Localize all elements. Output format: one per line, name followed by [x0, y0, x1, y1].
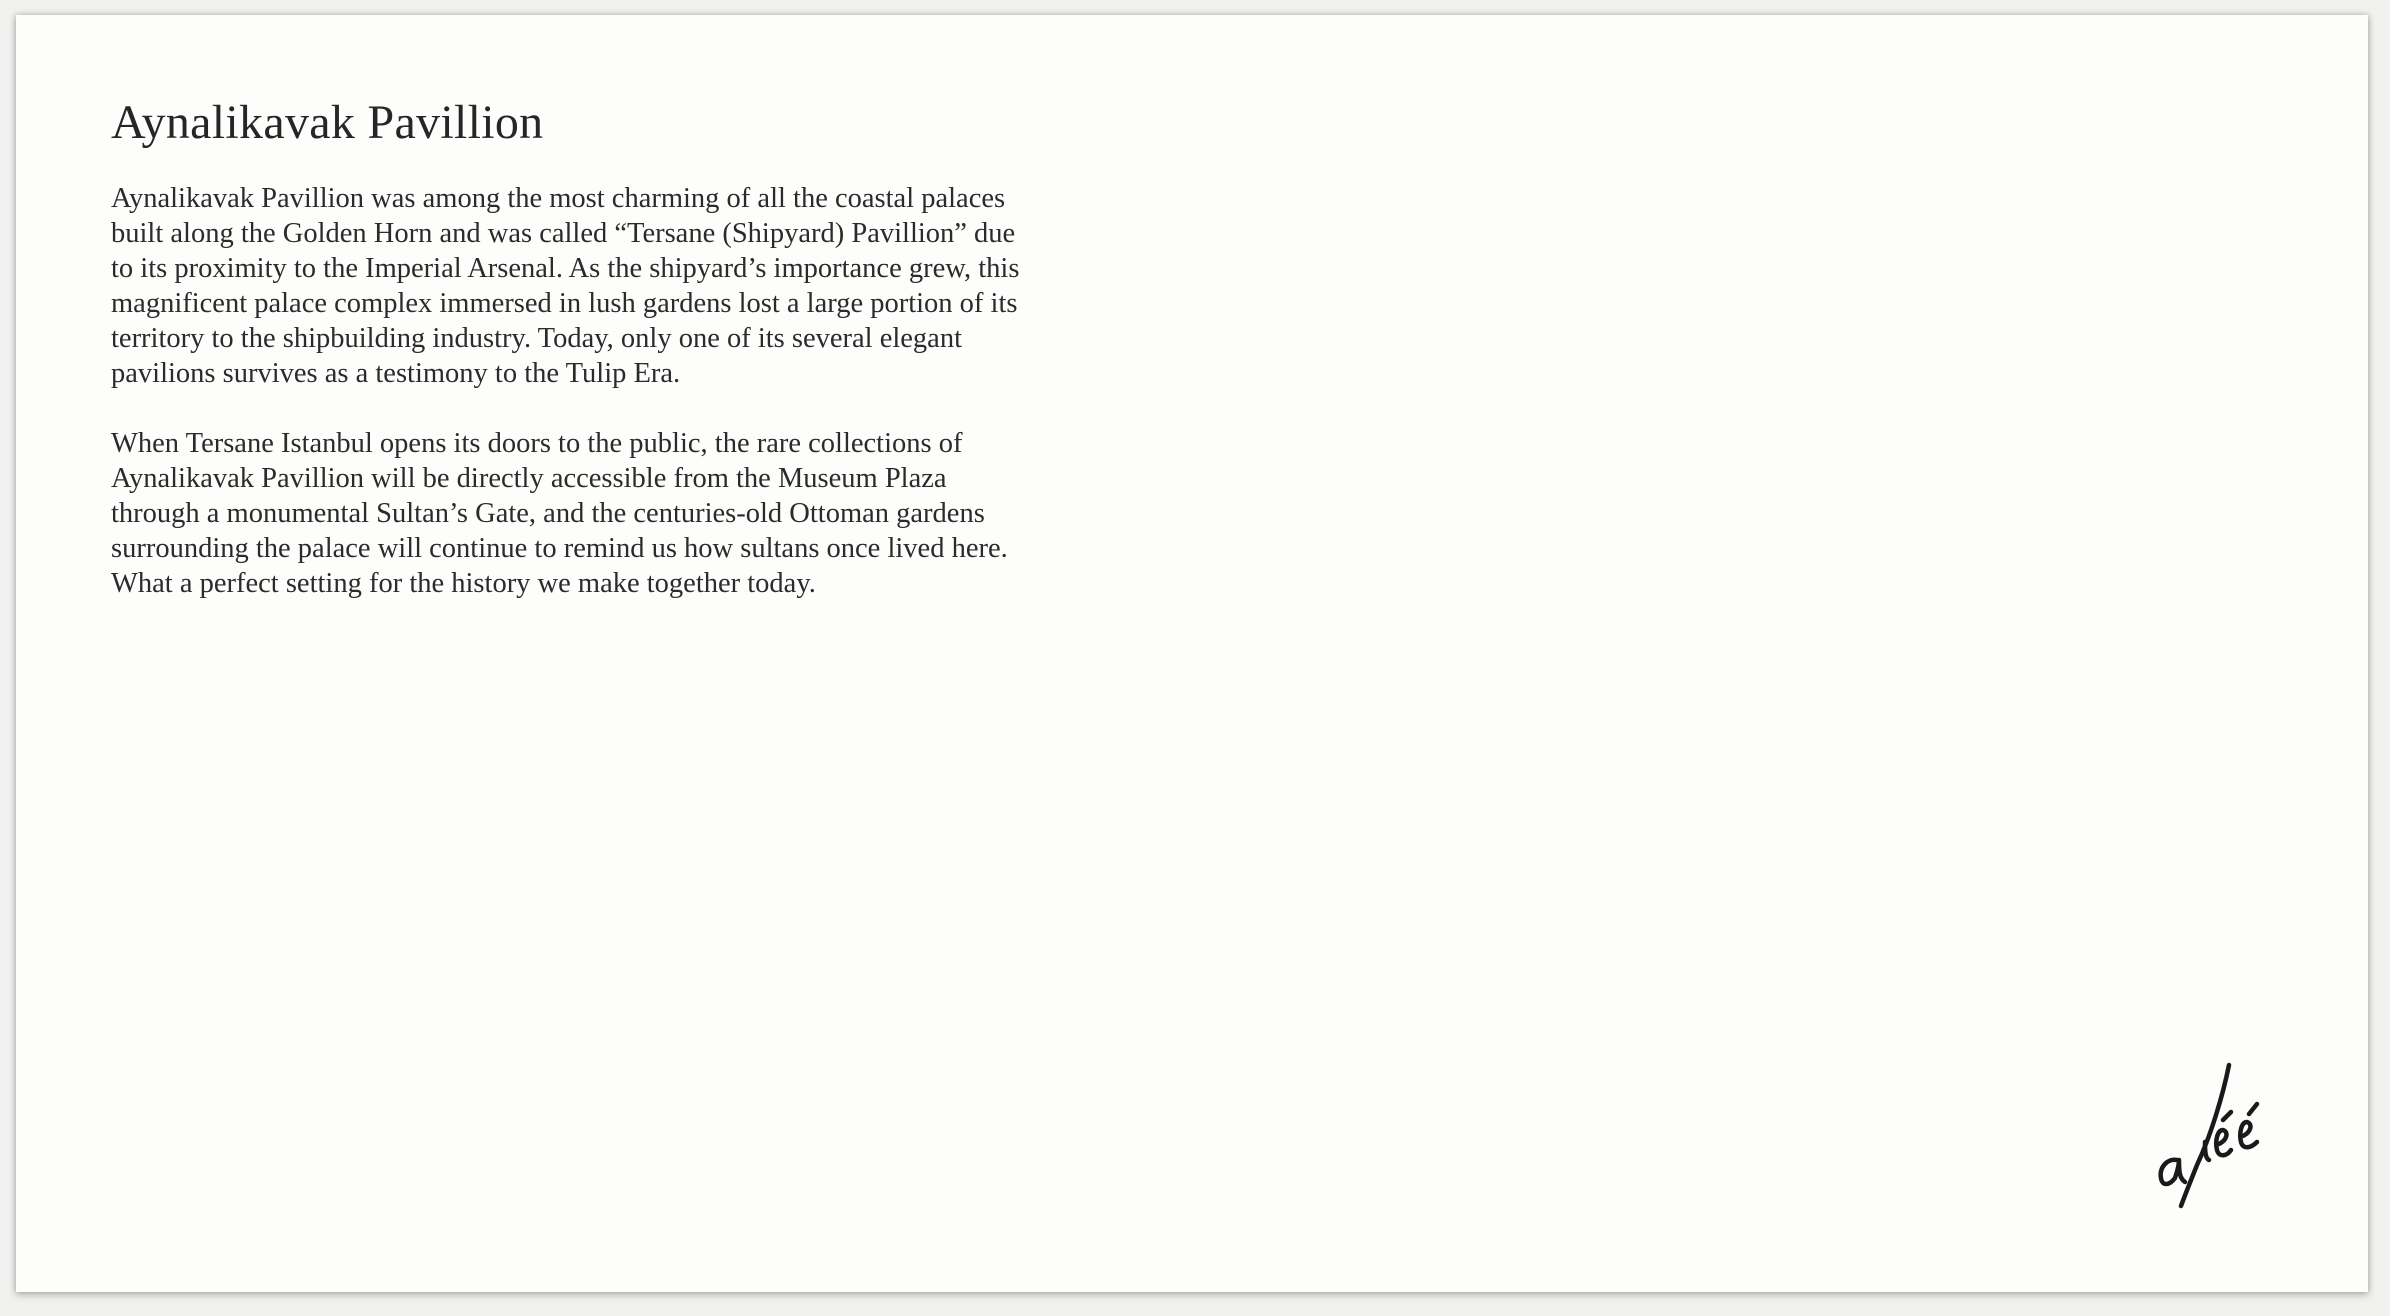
article [111, 95, 1041, 601]
paragraph-opening: When Tersane Istanbul opens its doors to the public, the rare collections of Aynalikavak Pavillion will be directly accessible from the Museum Plaza through a monumental Sultan’s Gate, and the centuries-old Ottoman gardens surrounding the palace will continue to remind us how sultans once lived here. What a perfect setting for the history we make together today. [111, 428, 1008, 599]
signature-logo [2153, 1060, 2283, 1210]
page-title: Aynalikavak Pavillion [111, 96, 544, 149]
document-page [16, 15, 2368, 1292]
paragraph-history: Aynalikavak Pavillion was among the most charming of all the coastal palaces built along the Golden Horn and was called “Tersane (Shipyard) Pavillion” due to its proximity to the Imperial Arsenal. As the shipyard’s importance grew, this magnificent palace complex immersed in lush gardens lost a large portion of its territory to the shipbuilding industry. Today, only one of its several elegant pavilions survives as a testimony to the Tulip Era. [111, 183, 1020, 389]
